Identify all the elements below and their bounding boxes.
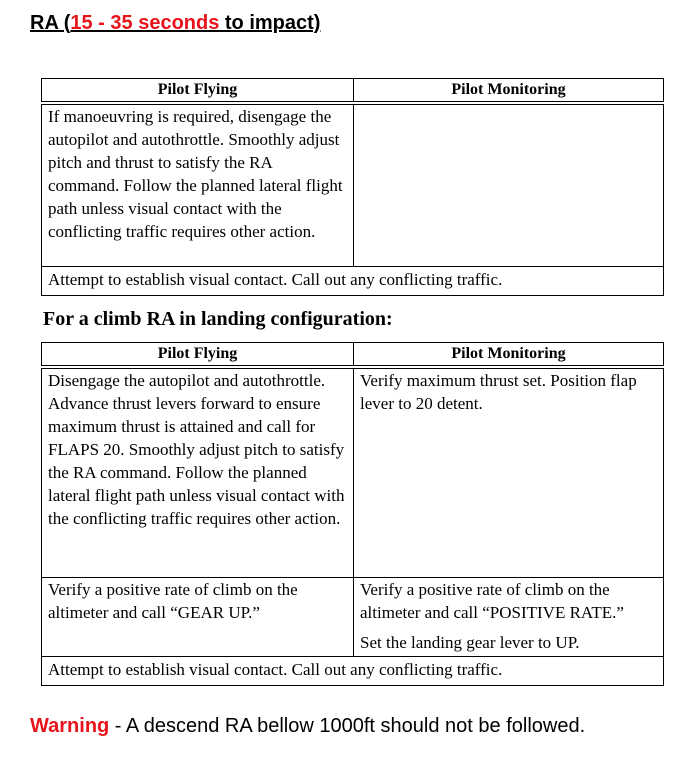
pm-action-cell xyxy=(354,103,664,267)
header-pilot-monitoring: Pilot Monitoring xyxy=(354,343,664,368)
header-pilot-monitoring: Pilot Monitoring xyxy=(354,79,664,104)
climb-ra-landing-table xyxy=(41,342,664,686)
shared-action-cell: Attempt to establish visual contact. Call out any conflicting traffic. xyxy=(42,657,664,686)
page-title xyxy=(30,12,320,35)
warning-label: Warning xyxy=(30,715,110,737)
pf-gear-up-cell: Verify a positive rate of climb on the altimeter and call “GEAR UP.” xyxy=(42,578,354,657)
pf-action-cell: If manoeuvring is required, disengage the autopilot and autothrottle. Smoothly adjust pitch and thrust to satisfy the RA command. Follow the planned lateral flight path unless visual contact with the conflicting traffic requires other action. xyxy=(42,103,354,267)
header-pilot-flying: Pilot Flying xyxy=(42,343,354,368)
section-subheading: For a climb RA in landing configuration: xyxy=(43,308,393,330)
pm-gear-lever-cell: Set the landing gear lever to UP. xyxy=(354,630,664,657)
pm-action-cell: Verify maximum thrust set. Position flap lever to 20 detent. xyxy=(354,367,664,578)
title-suffix: to impact) xyxy=(219,12,321,34)
pf-action-cell: Disengage the autopilot and autothrottle. Advance thrust levers forward to ensure maximum thrust is attained and call for FLAPS 20. Smoothly adjust pitch to satisfy the RA command. Follow the planned lateral flight path unless visual contact with the conflicting traffic requires other action. xyxy=(42,367,354,578)
shared-action-cell: Attempt to establish visual contact. Call out any conflicting traffic. xyxy=(42,267,664,296)
title-time-range: 15 - 35 seconds xyxy=(70,12,220,34)
warning-note xyxy=(30,715,585,738)
header-pilot-flying: Pilot Flying xyxy=(42,79,354,104)
title-prefix: RA ( xyxy=(30,12,71,34)
pm-positive-rate-cell: Verify a positive rate of climb on the altimeter and call “POSITIVE RATE.” xyxy=(354,578,664,631)
ra-procedure-table xyxy=(41,78,664,296)
warning-text: - A descend RA bellow 1000ft should not be followed. xyxy=(109,715,586,737)
